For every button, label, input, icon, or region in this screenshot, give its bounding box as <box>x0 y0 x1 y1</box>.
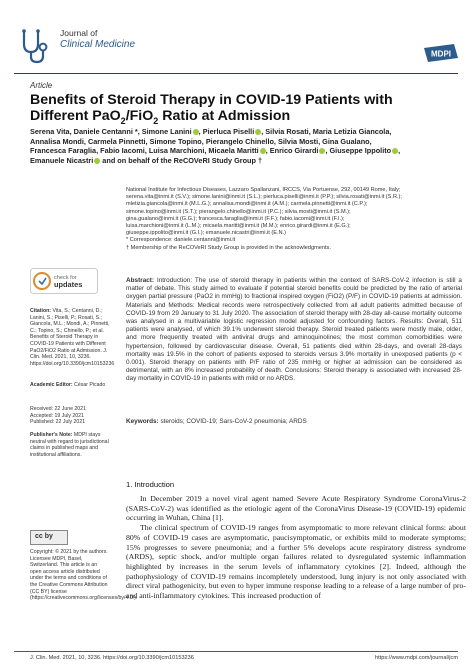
publisher-logo-text: MDPI <box>431 49 451 59</box>
authors-line3b: , Enrico Girardi <box>265 146 319 156</box>
orcid-icon[interactable] <box>392 148 398 154</box>
authors-line2: Annalisa Mondi, Carmela Pinnetti, Simone Topino, Pierangelo Chinello, Silvia Mosti, Gina Gualano, <box>30 136 372 146</box>
journal-name <box>60 28 135 50</box>
section-heading: 1. Introduction <box>126 480 175 489</box>
copyright-text: Copyright: © 2021 by the authors. Licensee MDPI, Basel, Switzerland. This article is an open access article distributed under the terms and conditions of the Creative Commons Attribution (CC BY) license (https://creativecommons.org/licenses/by/4.0/). <box>30 549 138 602</box>
academic-editor <box>30 382 110 389</box>
editor-label: Academic Editor: <box>30 382 73 388</box>
footer-journal-link[interactable]: https://www.mdpi.com/journal/jcm <box>375 655 458 661</box>
authors-line3: Francesca Faraglia, Fabio Iacomi, Luisa Marchioni, Micaela Maritti <box>30 146 259 156</box>
check-for-updates-button[interactable] <box>30 268 98 294</box>
affiliations <box>126 187 462 252</box>
cc-icon: cc by <box>35 533 53 540</box>
footer-citation: J. Clin. Med. 2021, 10, 3236. https://doi.org/10.3390/jcm10153236 <box>30 655 194 661</box>
abstract-label: Abstract: <box>126 277 155 284</box>
published-date: Published: 22 July 2021 <box>30 419 86 426</box>
affiliation-line: simone.topino@inmi.it (S.T.); pierangelo.chinello@inmi.it (P.C.); silvia.mosti@inmi.it (S.M.); <box>126 208 351 215</box>
stethoscope-icon <box>14 26 54 66</box>
title-part-b: Different PaO <box>30 108 121 124</box>
abstract <box>126 277 462 384</box>
updates-label: updates <box>54 280 83 289</box>
authors-line1: Serena Vita, Daniele Centanni *, Simone Lanini <box>30 127 192 136</box>
affiliation-line: gina.gualano@inmi.it (G.G.); francesca.faraglia@inmi.it (F.F.); fabio.iacomi@inmi.it (F.I.); <box>126 215 345 222</box>
publisher-note <box>30 432 110 458</box>
title-sub-1: 2 <box>120 115 126 126</box>
publisher-note-label: Publisher's Note: <box>30 432 73 438</box>
title-part-a: Benefits of Steroid Therapy in COVID-19 Patients with <box>30 92 393 108</box>
mdpi-logo-icon <box>424 44 458 62</box>
authors-line3c: , Giuseppe Ippolito <box>325 146 392 156</box>
keywords <box>126 418 462 425</box>
title-sub-2: 2 <box>153 115 159 126</box>
authors-line4b: and on behalf of the ReCOVeRI Study Group † <box>100 155 263 165</box>
author-list: Serena Vita, Daniele Centanni *, Simone Lanini , Pierluca Piselli , Silvia Rosati, Maria Letizia Giancola, Annalisa Mondi, Carmela Pinnetti, Simone Topino, Pierangelo Chinello, Silvia Mosti, Gina Gualano, Francesca Faraglia, Fabio Iacomi, Luisa Marchioni, Micaela Maritti , Enrico Girardi , Giuseppe Ippolito , Emanuele Nicastri and on behalf of the ReCOVeRI Study Group † <box>30 127 401 165</box>
article-type: Article <box>30 81 53 90</box>
affiliation-line: mletizia.giancola@inmi.it (M.L.G.); annalisa.mondi@inmi.it (A.M.); carmela.pinnetti@inmi.it (C.P.); <box>126 201 368 208</box>
journal-line1: Journal of <box>60 28 98 38</box>
affiliation-line: luisa.marchioni@inmi.it (L.M.); micaela.maritti@inmi.it (M.M.); enrico.girardi@inmi.it (E.G.); <box>126 223 351 230</box>
authors-line1c: , Silvia Rosati, Maria Letizia Giancola, <box>261 127 392 136</box>
received-date: Received: 22 June 2021 <box>30 406 86 412</box>
introduction-text <box>126 494 466 601</box>
affiliation-line: giuseppe.ippolito@inmi.it (G.I.); emanuele.nicastri@inmi.it (E.N.) <box>126 230 286 237</box>
keywords-text: steroids; COVID-19; Sars-CoV-2 pneumonia; ARDS <box>160 418 307 425</box>
authors-line1b: , Pierluca Piselli <box>198 127 255 136</box>
check-for-label: check for <box>54 275 77 281</box>
membership-note: † Membership of the ReCOVeRI Study Group is provided in the acknowledgments. <box>126 244 331 251</box>
intro-paragraph: In December 2019 a novel viral agent named Severe Acute Respiratory Syndrome CoronaVirus-2 (SARS-CoV-2) was identified as the etiologic agent of the CoronaVirus Disease-19 (COVID-19) epidemic occurring in Wuhan, China [1]. <box>126 494 466 523</box>
accepted-date: Accepted: 19 July 2021 <box>30 412 84 419</box>
citation-text: Vita, S.; Centanni, D.; Lanini, S.; Piselli, P.; Rosati, S.; Giancola, M.L.; Mondi, A.; Pinnetti, C.; Topino, S.; Chinello, P.; et al. Benefits of Steroid Therapy in COVID-19 Patients with Different PaO2/FiO2 Ratio at Admission. J. Clin. Med. 2021, 10, 3236. https://doi.org/10.3390/jcm10153236 <box>30 308 115 367</box>
intro-paragraph: The clinical spectrum of COVID-19 ranges from asymptomatic to more relevant clinical forms: about 80% of COVID-19 cases are asymptomatic, paucisymptomatic, or exhibits mild to moderate symptoms; 15% progresses to severe pneumonia; and a further 5% develops acute respiratory distress syndrome (ARDS), septic shock, and/or multiple organ failures related to dysregulated systemic inflammation highlighted by increases in the serum levels of inflammatory cytokines [2]. Indeed, although the pathophysiology of COVID-19 remains incompletely understood, lung injury is not only associated with direct viral pathogenicity, but even to hyper immune response leading to a release of a large number of pro- and anti-inflammatory cytokines. This increased production of <box>126 523 466 601</box>
journal-line2: Clinical Medicine <box>60 39 136 50</box>
title-part-d: Ratio at Admission <box>158 108 291 124</box>
affiliation-line: National Institute for Infectious Diseases, Lazzaro Spallanzani, IRCCS, Via Portuense, 292, 00149 Rome, Italy; <box>126 187 401 193</box>
header-rule <box>14 73 458 74</box>
citation-block <box>30 308 115 367</box>
paper-title <box>30 92 450 129</box>
affiliation-line: serena.vita@inmi.it (S.V.); simone.lanini@inmi.it (S.L.); pierluca.piselli@inmi.it (P.P.); silvia.rosati@inmi.it (S.R.); <box>126 194 402 201</box>
correspondence-line: * Correspondence: daniele.centanni@inmi.it <box>126 237 236 244</box>
editor-name: César Picado <box>74 382 106 388</box>
citation-label: Citation: <box>30 308 52 314</box>
footer-rule <box>14 651 458 652</box>
title-part-c: /FiO <box>125 108 154 124</box>
abstract-text: Introduction: The use of steroid therapy in patients within the context of SARS-CoV-2 infection is still a matter of debate. This study aimed to evaluate if potential steroid benefits could be predicted by the ratio of arterial oxygen partial pressure (PaO2 in mmHg) to fractional inspired oxygen (FiO2) (P/F) in COVID-19 patients at admission. Materials and Methods: Medical records were retrospectively collected from all adult patients admitted because of COVID-19 from 29 January to 31 July 2020. The association of steroid therapy with 28-day all-cause mortality outcome was analysed in a multivariable logistic regression model adjusted for confounding factors. Results: Overall, 511 patients were analysed, of which 39.1% underwent steroid therapy. Steroid treated patients were mostly male, older, and more frequently treated with antiviral drugs and aminoquinolines; the most common comorbidities were hypertension, followed by cardiovascular disease. Overall, 51 patients died within 28-days, and overall 28-days mortality was 19.5% in the cohort of patients exposed to steroids versus 3.9% mortality in unexposed patients (p < 0.001). Steroid therapy on patients with P/F ratio of 235 mmHg or higher at admission can be considered as detrimental, with an 8% increased probability of death. Conclusions: Steroid therapy is associated with increased 28-day mortality in COVID-19 in patients with mild or no ARDS. <box>126 277 462 383</box>
copyright-block <box>30 549 138 602</box>
keywords-label: Keywords: <box>126 418 159 425</box>
publisher-note-text: MDPI stays neutral with regard to jurisdictional claims in published maps and institutional affiliations. <box>30 432 109 458</box>
cc-by-badge[interactable] <box>30 530 68 545</box>
dates-block <box>30 406 110 426</box>
authors-line4: Emanuele Nicastri <box>30 155 94 165</box>
